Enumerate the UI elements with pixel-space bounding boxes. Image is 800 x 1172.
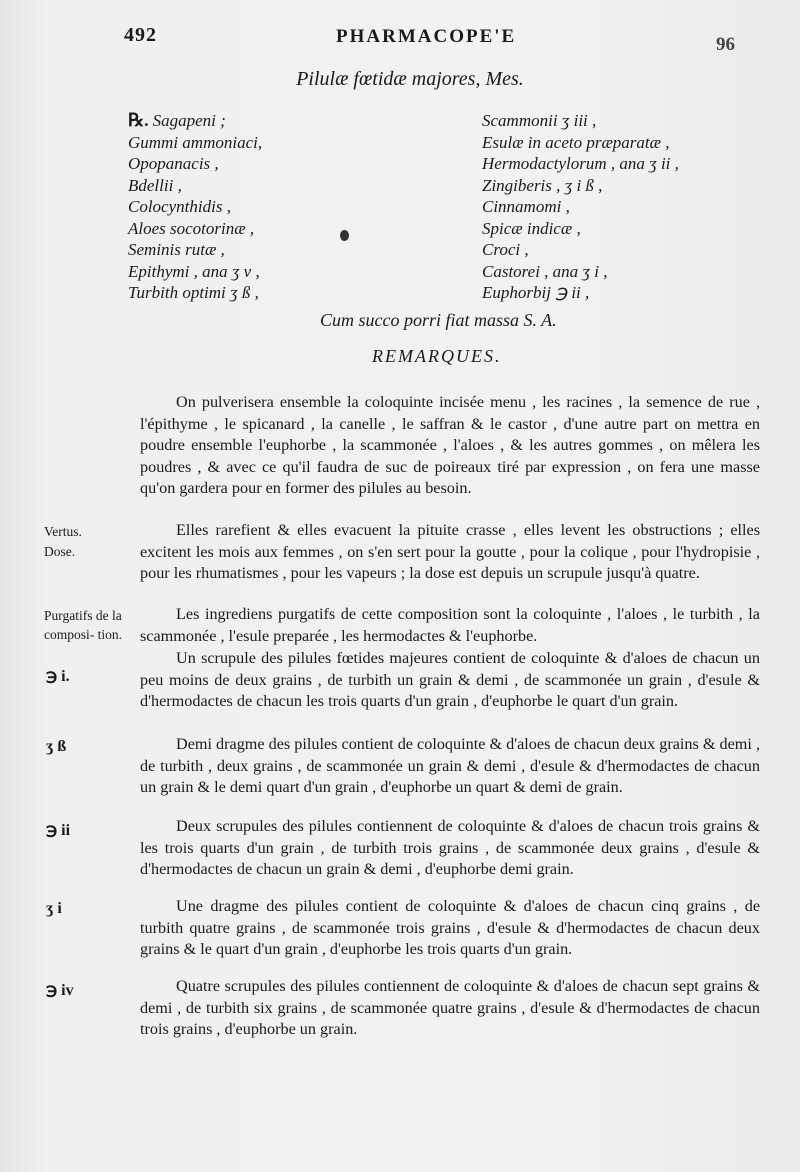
paragraph-virtues <box>140 520 760 585</box>
remarks-heading: REMARQUES. <box>372 346 502 366</box>
ingredient-item: Esulæ in aceto præparatæ , <box>482 132 670 152</box>
paragraph-text: Demi dragme des pilules contient de coloquinte & d'aloes de chacun deux grains & demi , de turbith , deux grains , de scammonée un grain & demi , d'esule & d'hermodactes de chacun un grain & le demi quart d'un grain , d'euphorbe un quart & demi de grain. <box>140 735 760 796</box>
paragraph-preparation <box>140 392 760 500</box>
rx-symbol: ℞. <box>128 110 149 130</box>
margin-number: 96 <box>716 34 735 55</box>
ingredient-item: Gummi ammoniaci, <box>128 132 263 152</box>
ingredient-item: Seminis rutæ , <box>128 240 225 259</box>
paragraph-text: On pulverisera ensemble la coloquinte incisée menu , les racines , la semence de rue , l'épithyme , le spicanard , la canelle , le saffran & le castor , d'une autre part on mettra en poudre ensemble l'euphorbe , la scammonée , l'aloes , & les autres gommes , on mêlera les poudres , & avec ce qu'il faudra de suc de poireaux tiré par expression , on fera une masse qu'on gardera pour en former des pilules au besoin. <box>140 393 760 497</box>
paragraph-four-scruples <box>140 976 760 1041</box>
ingredient-item: Scammonii ʒ iii , <box>482 111 597 130</box>
dose-symbol-half-dram: ʒ ß <box>46 738 67 755</box>
paragraph-half-dram <box>140 734 760 799</box>
paragraph-text: Une dragme des pilules contient de coloquinte & d'aloes de chacun cinq grains , de turbith quatre grains , de scammonée trois grains , d'esule & d'hermodactes de chacun deux grains & le quart d'un grain , d'euphorbe les trois quarts d'un grain. <box>140 897 760 958</box>
ingredient-item: Cinnamomi , <box>482 197 570 216</box>
ingredient-item: Croci , <box>482 240 529 259</box>
ingredient-item: Bdellii , <box>128 175 182 195</box>
ingredient-item: Hermodactylorum , ana ʒ ii , <box>482 154 679 173</box>
side-note-dose: Dose. <box>44 544 76 559</box>
side-note-vertus: Vertus. <box>44 524 82 539</box>
ingredient-item <box>128 110 262 132</box>
ingredients-right-column <box>482 110 679 304</box>
side-note-purgatifs: Purgatifs de la composi- tion. <box>44 608 122 642</box>
paragraph-text: Elles rarefient & elles evacuent la pituite crasse , elles levent les obstructions ; elles excitent les mois aux femmes , on s'en sert pour la goutte , pour la colique , pour l'hydropisie , pour les rhumatismes , pour les vapeurs ; la dose est depuis un scrupule jusqu'à quatre. <box>140 521 760 582</box>
paragraph-text: Quatre scrupules des pilules contiennent de coloquinte & d'aloes de chacun sept grains & demi , de turbith six grains , de scammonée quatre grains , d'esule & d'hermodactes de chacun trois grains , d'euphorbe un grain. <box>140 977 760 1038</box>
paragraph-text: Deux scrupules des pilules contiennent de coloquinte & d'aloes de chacun trois grains & les trois quarts d'un grain , de turbith trois grains , de scammonée deux grains , d'esule & d'hermodactes de chacun un grain & demi , d'euphorbe demi grain. <box>140 817 760 878</box>
ingredient-item: Castorei , ana ʒ i , <box>482 261 608 281</box>
ingredient-item: Aloes socotorinæ , <box>128 218 255 238</box>
formula-title: Pilulæ fœtidæ majores, Mes. <box>296 68 524 90</box>
dose-symbol-one-scruple: ℈ i. <box>46 668 70 685</box>
ingredient-item: Turbith optimi ʒ ß , <box>128 283 259 302</box>
ingredient-item: Colocynthidis , <box>128 197 231 216</box>
running-head: PHARMACOPE'E <box>336 26 517 47</box>
formula-closing: Cum succo porri fiat massa S. A. <box>320 310 557 330</box>
ink-dot-ornament <box>340 230 349 241</box>
ingredients-left-column <box>128 110 262 304</box>
ingredient-item: Euphorbij ℈ ii , <box>482 283 590 302</box>
ingredient-item: Epithymi , ana ʒ v , <box>128 261 260 281</box>
paragraph-two-scruples <box>140 816 760 881</box>
dose-symbol-two-scruples: ℈ ii <box>46 822 71 839</box>
paragraph-one-dram <box>140 896 760 961</box>
ingredient-text: Sagapeni ; <box>152 111 226 130</box>
paragraph-one-scruple <box>140 648 760 713</box>
ingredient-item: Opopanacis , <box>128 154 219 173</box>
ingredient-item: Spicæ indicæ , <box>482 218 581 238</box>
page-number: 492 <box>124 24 157 46</box>
paragraph-text: Les ingrediens purgatifs de cette composition sont la coloquinte , l'aloes , le turbith , la scammonée , l'esule preparée , les hermodactes & l'euphorbe. <box>140 605 760 645</box>
ingredient-item: Zingiberis , ʒ i ß , <box>482 175 603 195</box>
dose-symbol-four-scruples: ℈ iv <box>46 982 74 999</box>
paragraph-purgatives <box>140 604 760 647</box>
paragraph-text: Un scrupule des pilules fœtides majeures contient de coloquinte & d'aloes de chacun un peu moins de deux grains , de turbith un grain & demi , de scammonée un grain , d'esule & d'hermodactes de chacun les trois quarts d'un grain , d'euphorbe le quart d'un grain. <box>140 649 760 710</box>
dose-symbol-one-dram: ʒ i <box>46 900 62 917</box>
